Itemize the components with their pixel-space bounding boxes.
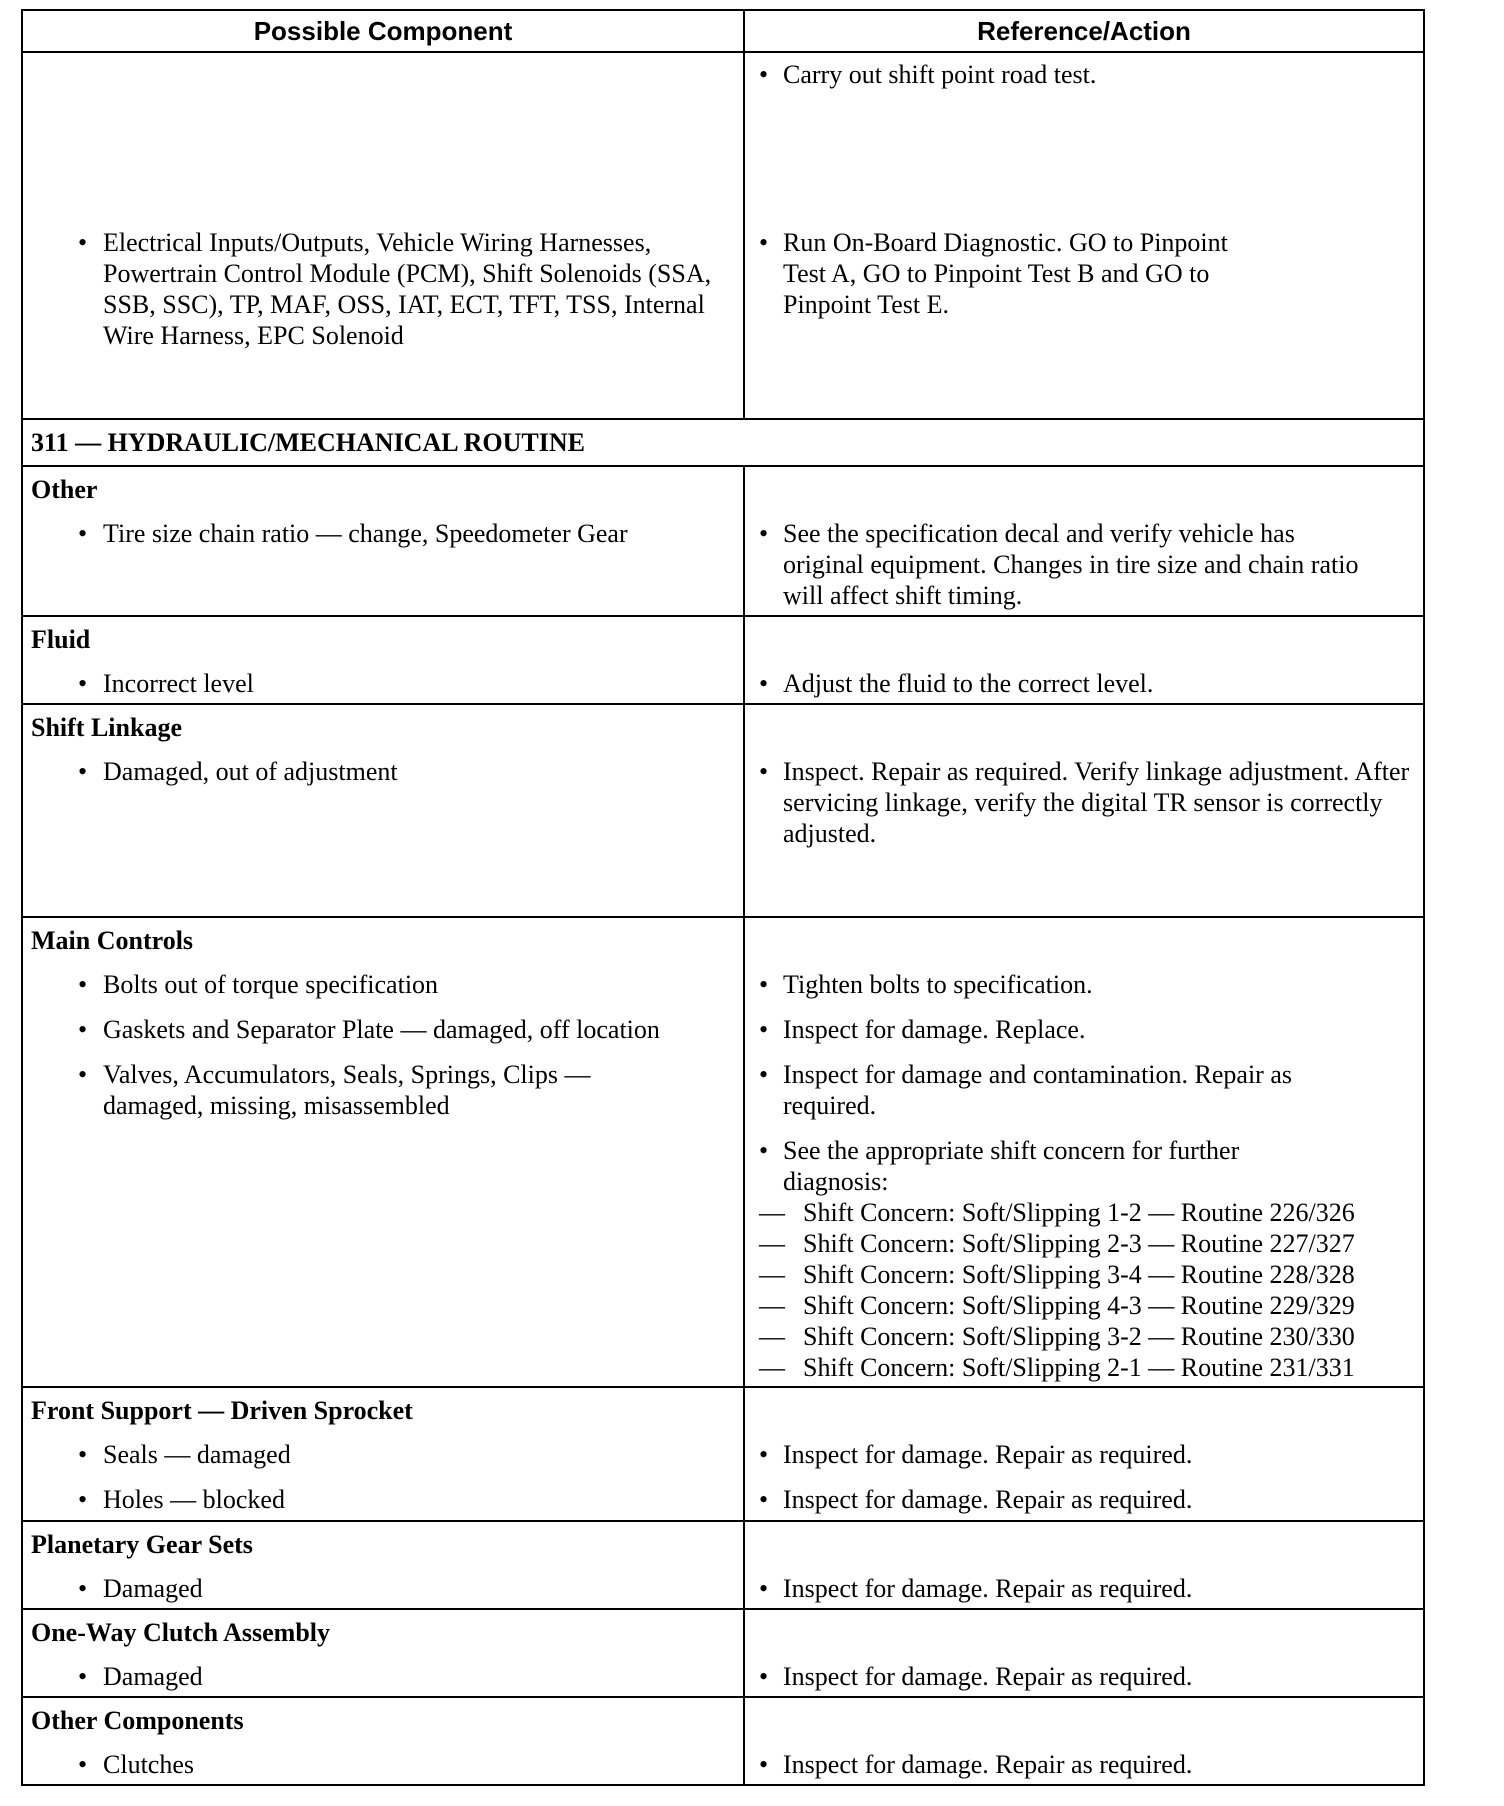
routine-item: — Shift Concern: Soft/Slipping 3-2 — Routine 230/330 bbox=[759, 1322, 1355, 1351]
bullet-icon: • bbox=[759, 1574, 769, 1603]
routine-list bbox=[745, 1197, 1423, 1383]
action-item: • Run On-Board Diagnostic. GO to Pinpoint Test A, GO to Pinpoint Test B and GO to Pinpoint Test E. bbox=[759, 228, 1228, 319]
component-item: • Bolts out of torque specification bbox=[78, 970, 439, 999]
action-cell bbox=[744, 52, 1424, 419]
column-header-action: Reference/Action bbox=[744, 10, 1424, 52]
bullet-icon: • bbox=[759, 1662, 769, 1691]
bullet-icon: • bbox=[78, 970, 88, 999]
column-header-component: Possible Component bbox=[22, 10, 744, 52]
action-item: • Adjust the fluid to the correct level. bbox=[759, 669, 1154, 698]
action-item: • Inspect for damage. Repair as required. bbox=[759, 1662, 1193, 1691]
group-heading: One-Way Clutch Assembly bbox=[31, 1618, 331, 1647]
component-cell bbox=[22, 466, 744, 616]
table-row bbox=[22, 616, 1424, 704]
bullet-icon: • bbox=[78, 1662, 88, 1691]
bullet-icon: • bbox=[759, 669, 769, 698]
component-cell bbox=[22, 1521, 744, 1609]
action-item: • Inspect for damage and contamination. Repair as required. bbox=[759, 1060, 1292, 1120]
component-item: • Damaged bbox=[78, 1574, 203, 1603]
bullet-icon: • bbox=[759, 1136, 769, 1165]
component-cell bbox=[22, 1387, 744, 1521]
bullet-icon: • bbox=[759, 60, 769, 89]
component-item: • Valves, Accumulators, Seals, Springs, Clips — damaged, missing, misassembled bbox=[78, 1060, 591, 1120]
section-title: 311 — HYDRAULIC/MECHANICAL ROUTINE bbox=[22, 419, 1424, 466]
action-cell bbox=[744, 1697, 1424, 1785]
component-cell bbox=[22, 1697, 744, 1785]
component-item: • Holes — blocked bbox=[78, 1485, 285, 1514]
table-row bbox=[22, 466, 1424, 616]
component-cell bbox=[22, 704, 744, 917]
group-heading: Fluid bbox=[31, 625, 91, 654]
component-item: • Electrical Inputs/Outputs, Vehicle Wiring Harnesses, Powertrain Control Module (PCM), Shift Solenoids (SSA, SSB, SSC), TP, MAF, OSS, IAT, ECT, TFT, TSS, Internal Wire Harness, EPC Solenoid bbox=[78, 228, 712, 350]
table-header-row bbox=[22, 10, 1424, 52]
bullet-icon: • bbox=[78, 1750, 88, 1779]
diagnostic-table-page bbox=[21, 9, 1425, 1786]
action-cell bbox=[744, 1609, 1424, 1697]
table-row bbox=[22, 1697, 1424, 1785]
component-item: • Tire size chain ratio — change, Speedometer Gear bbox=[78, 519, 628, 548]
action-item: • Inspect. Repair as required. Verify linkage adjustment. After servicing linkage, verify the digital TR sensor is correctly adjusted. bbox=[759, 757, 1410, 848]
bullet-icon: • bbox=[78, 519, 88, 548]
table-row bbox=[22, 1521, 1424, 1609]
routine-item: — Shift Concern: Soft/Slipping 3-4 — Routine 228/328 bbox=[759, 1260, 1355, 1289]
group-heading: Main Controls bbox=[31, 926, 194, 955]
action-cell bbox=[744, 466, 1424, 616]
group-heading: Shift Linkage bbox=[31, 713, 182, 742]
table-row bbox=[22, 917, 1424, 1387]
routine-item: — Shift Concern: Soft/Slipping 2-1 — Routine 231/331 bbox=[759, 1353, 1355, 1382]
action-item: • Inspect for damage. Repair as required. bbox=[759, 1574, 1193, 1603]
action-item: • Inspect for damage. Repair as required. bbox=[759, 1750, 1193, 1779]
bullet-icon: • bbox=[78, 1060, 88, 1089]
action-item: • Inspect for damage. Replace. bbox=[759, 1015, 1086, 1044]
component-cell bbox=[22, 52, 744, 419]
bullet-icon: • bbox=[78, 669, 88, 698]
group-heading: Planetary Gear Sets bbox=[31, 1530, 253, 1559]
bullet-icon: • bbox=[78, 1440, 88, 1469]
action-item: • Tighten bolts to specification. bbox=[759, 970, 1093, 999]
action-cell bbox=[744, 616, 1424, 704]
bullet-icon: • bbox=[78, 757, 88, 786]
bullet-icon: • bbox=[759, 1750, 769, 1779]
component-cell bbox=[22, 917, 744, 1387]
routine-item: — Shift Concern: Soft/Slipping 2-3 — Routine 227/327 bbox=[759, 1229, 1355, 1258]
action-item: • See the appropriate shift concern for further diagnosis: bbox=[759, 1136, 1240, 1196]
bullet-icon: • bbox=[759, 1485, 769, 1514]
table-row bbox=[22, 704, 1424, 917]
component-item: • Damaged bbox=[78, 1662, 203, 1691]
bullet-icon: • bbox=[78, 1485, 88, 1514]
bullet-icon: • bbox=[759, 1015, 769, 1044]
table-row bbox=[22, 1387, 1424, 1521]
group-heading: Front Support — Driven Sprocket bbox=[31, 1396, 413, 1425]
bullet-icon: • bbox=[759, 228, 769, 257]
action-item: • Carry out shift point road test. bbox=[759, 60, 1097, 89]
bullet-icon: • bbox=[759, 757, 769, 786]
table-row bbox=[22, 52, 1424, 419]
component-cell bbox=[22, 1609, 744, 1697]
component-item: • Gaskets and Separator Plate — damaged, off location bbox=[78, 1015, 660, 1044]
routine-item: — Shift Concern: Soft/Slipping 1-2 — Routine 226/326 bbox=[759, 1198, 1355, 1227]
bullet-icon: • bbox=[78, 1574, 88, 1603]
action-cell bbox=[744, 704, 1424, 917]
bullet-icon: • bbox=[759, 519, 769, 548]
action-cell bbox=[744, 917, 1424, 1387]
diagnostic-table bbox=[21, 9, 1425, 1786]
action-item: • Inspect for damage. Repair as required. bbox=[759, 1485, 1193, 1514]
table-row bbox=[22, 1609, 1424, 1697]
component-item: • Damaged, out of adjustment bbox=[78, 757, 398, 786]
action-cell bbox=[744, 1387, 1424, 1521]
bullet-icon: • bbox=[759, 1060, 769, 1089]
component-item: • Seals — damaged bbox=[78, 1440, 291, 1469]
section-row bbox=[22, 419, 1424, 466]
action-item: • See the specification decal and verify vehicle has original equipment. Changes in tire size and chain ratio will affect shift timing. bbox=[759, 519, 1359, 610]
group-heading: Other Components bbox=[31, 1706, 244, 1735]
action-item: • Inspect for damage. Repair as required. bbox=[759, 1440, 1193, 1469]
bullet-icon: • bbox=[759, 970, 769, 999]
bullet-icon: • bbox=[78, 1015, 88, 1044]
group-heading: Other bbox=[31, 475, 98, 504]
routine-item: — Shift Concern: Soft/Slipping 4-3 — Routine 229/329 bbox=[759, 1291, 1355, 1320]
bullet-icon: • bbox=[78, 228, 88, 257]
bullet-icon: • bbox=[759, 1440, 769, 1469]
component-item: • Clutches bbox=[78, 1750, 194, 1779]
action-cell bbox=[744, 1521, 1424, 1609]
component-item: • Incorrect level bbox=[78, 669, 254, 698]
component-cell bbox=[22, 616, 744, 704]
